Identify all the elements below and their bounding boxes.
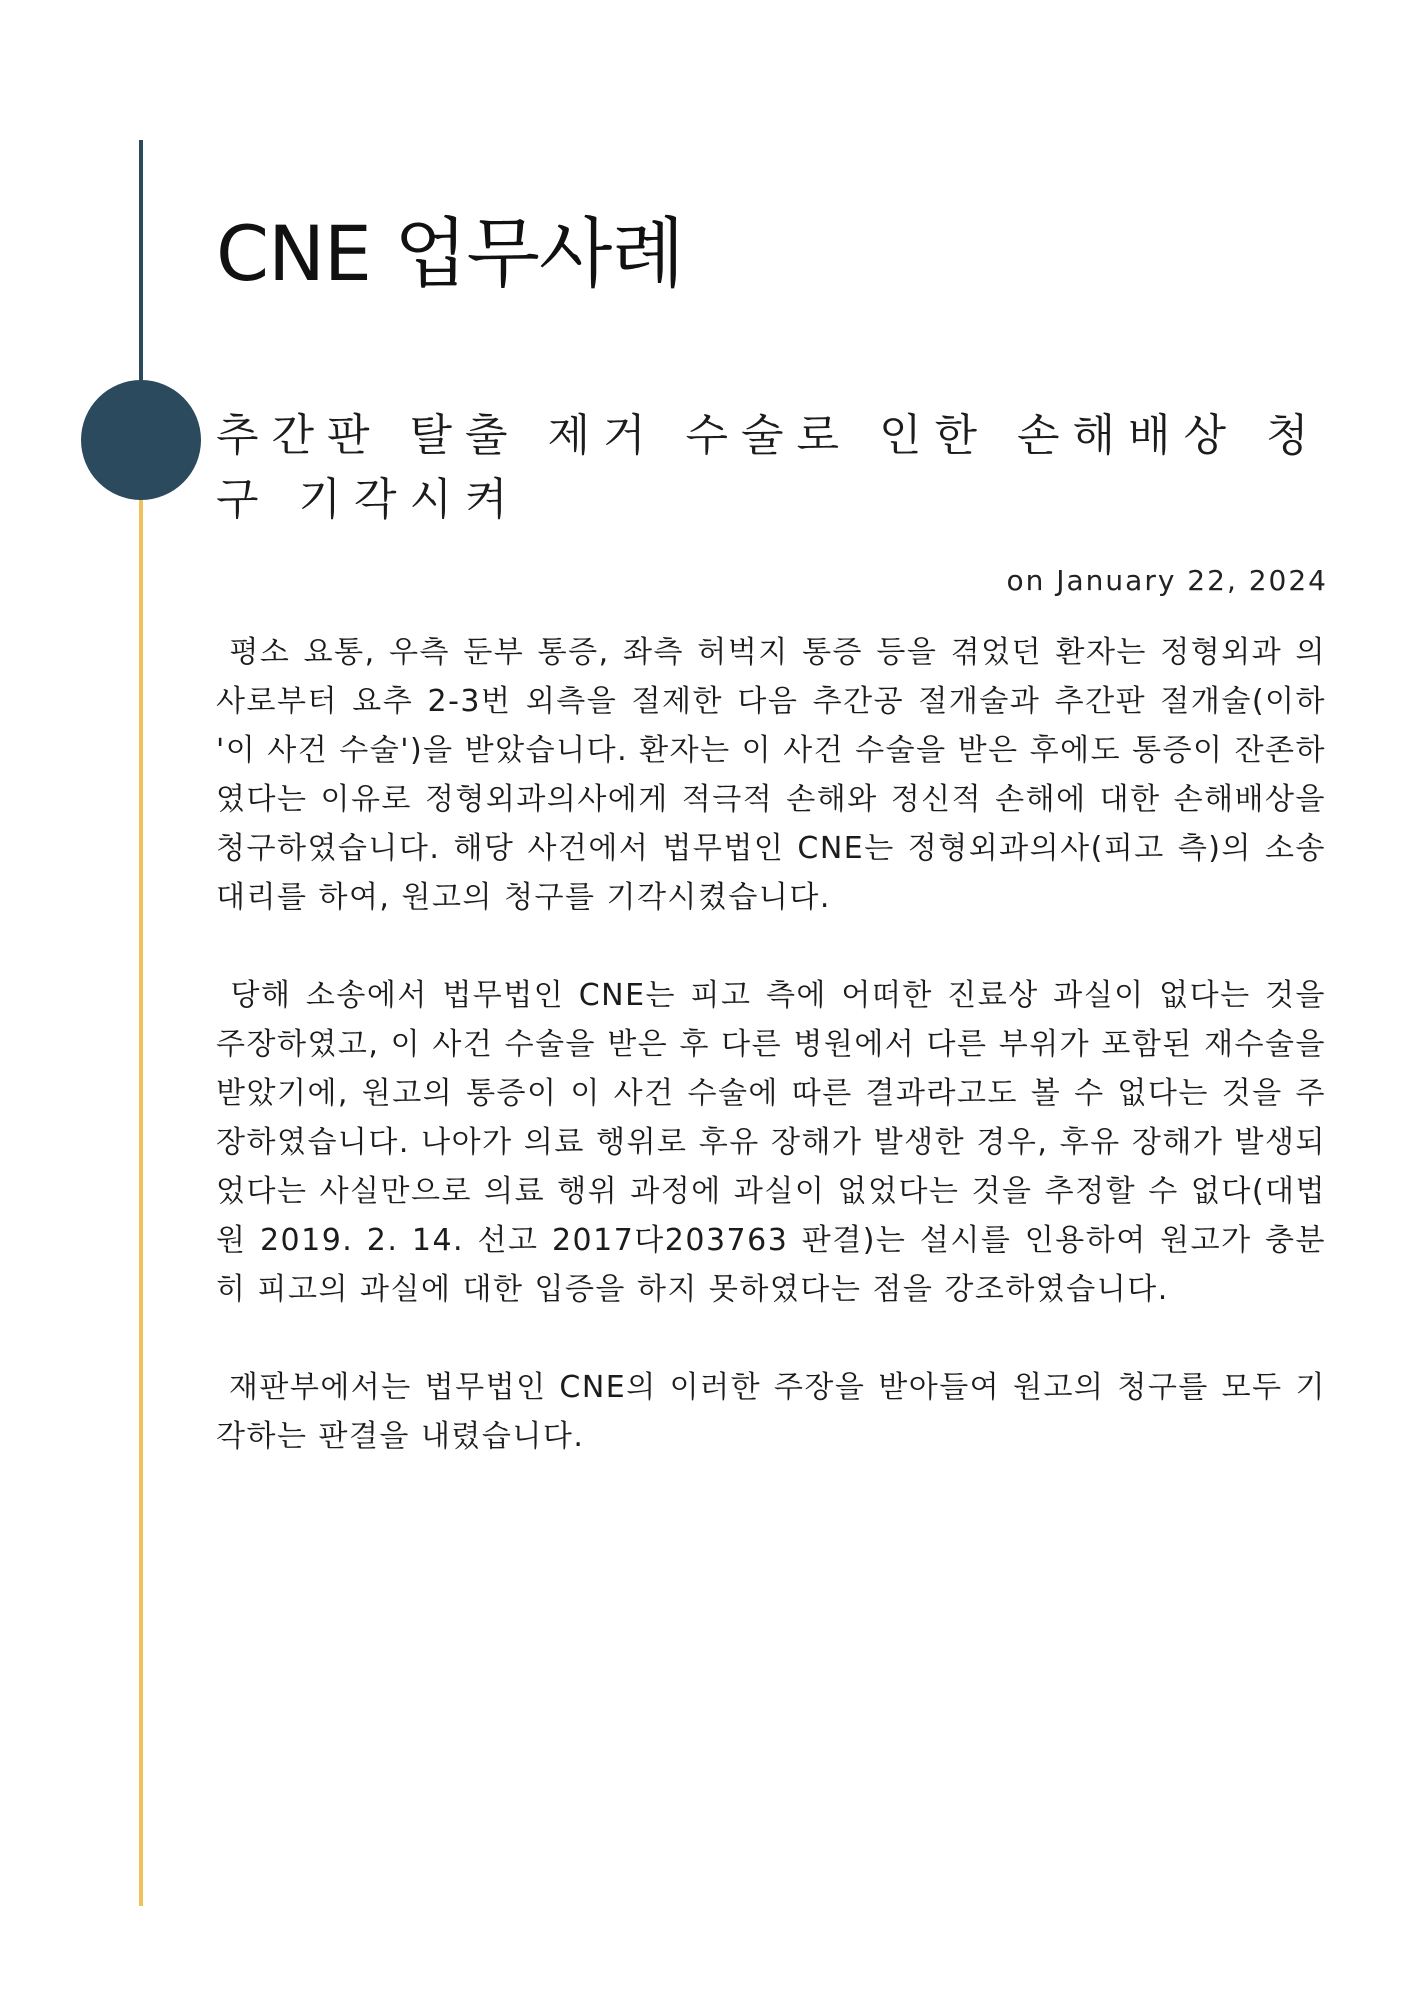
article-title: 추간판 탈출 제거 수술로 인한 손해배상 청구 기각시켜: [216, 410, 1322, 525]
timeline-line-bottom: [139, 440, 143, 1906]
article-body: [216, 628, 1338, 1510]
body-paragraph-2: 당해 소송에서 법무법인 CNE는 피고 측에 어떠한 진료상 과실이 없다는 것을 주장하였고, 이 사건 수술을 받은 후 다른 병원에서 다른 부위가 포함된 재수술을 받았기에, 원고의 통증이 이 사건 수술에 따른 결과라고도 볼 수 없다는 것을 주장하였습니다. 나아가 의료 행위로 후유 장해가 발생한 경우, 후유 장해가 발생되었다는 사실만으로 의료 행위 과정에 과실이 없었다는 것을 추정할 수 없다(대법원 2019. 2. 14. 선고 2017다203763 판결)는 설시를 인용하여 원고가 충분히 피고의 과실에 대한 입증을 하지 못하였다는 점을 강조하였습니다.: [216, 978, 1338, 1307]
body-paragraph-3: 재판부에서는 법무법인 CNE의 이러한 주장을 받아들여 원고의 청구를 모두 기각하는 판결을 내렸습니다.: [216, 1370, 1326, 1454]
post-date: on January 22, 2024: [1006, 564, 1328, 597]
body-paragraph-1: 평소 요통, 우측 둔부 통증, 좌측 허벅지 통증 등을 겪었던 환자는 정형외과 의사로부터 요추 2-3번 외측을 절제한 다음 추간공 절개술과 추간판 절개술(이하 '이 사건 수술')을 받았습니다. 환자는 이 사건 수술을 받은 후에도 통증이 잔존하였다는 이유로 정형외과의사에게 적극적 손해와 정신적 손해에 대한 손해배상을 청구하였습니다. 해당 사건에서 법무법인 CNE는 정형외과의사(피고 측)의 소송대리를 하여, 원고의 청구를 기각시켰습니다.: [216, 635, 1338, 915]
timeline-dot: [81, 380, 201, 500]
page-title: CNE 업무사례: [216, 209, 684, 298]
